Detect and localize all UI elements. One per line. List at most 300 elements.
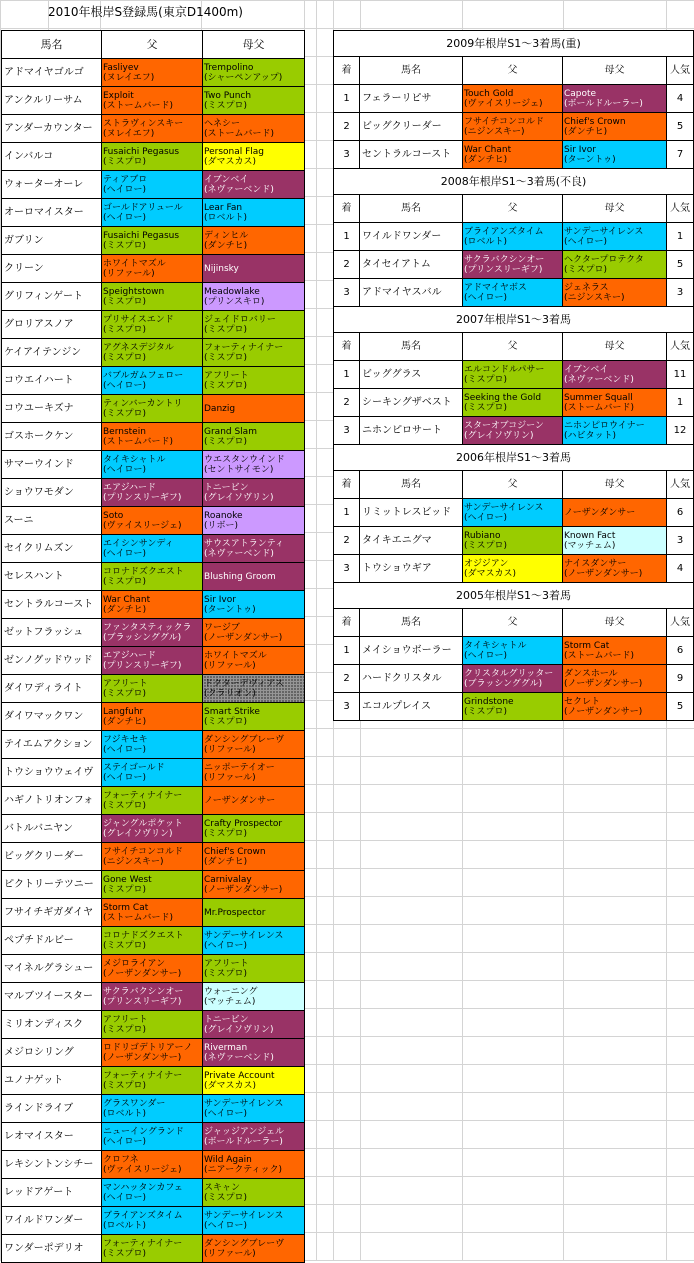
- dam-sire-cell: [203, 255, 305, 283]
- table-row: [334, 251, 694, 279]
- sire-line: (ノーザンダンサー): [103, 1052, 182, 1063]
- dam-sire-cell: [203, 647, 305, 675]
- dam-sire-name: フォーティナイナー: [204, 342, 284, 353]
- sire-name: Fusaichi Pegasus: [103, 230, 180, 241]
- sire-cell: [102, 871, 203, 899]
- dam-sire-cell: [203, 227, 305, 255]
- sire-line: (ヘイロー): [103, 184, 147, 195]
- dam-sire-name: Capote: [564, 88, 597, 99]
- sire-cell: [102, 899, 203, 927]
- sire-line: (ヘイロー): [103, 744, 147, 755]
- dam-sire-line: (セントサイモン): [204, 464, 274, 475]
- header-dam-sire: 母父: [563, 333, 667, 361]
- dam-sire-cell: [563, 223, 667, 251]
- past-results-table: [333, 30, 694, 721]
- table-row: [2, 815, 305, 843]
- dam-sire-line: (マッチェム): [204, 996, 256, 1007]
- sire-cell: [102, 955, 203, 983]
- horse-name: サマーウインド: [2, 451, 102, 479]
- sire-line: (ミスプロ): [103, 156, 147, 167]
- table-row: [334, 637, 694, 665]
- dam-sire-name: ホワイトマズル: [204, 650, 267, 661]
- dam-sire-cell: [203, 1123, 305, 1151]
- horse-name: マイネルグラシュー: [2, 955, 102, 983]
- horse-name: ユノナゲット: [2, 1067, 102, 1095]
- table-row: [2, 983, 305, 1011]
- popularity: 1: [667, 389, 694, 417]
- horse-name: ゼットフラッシュ: [2, 619, 102, 647]
- sire-name: タイキシャトル: [464, 640, 527, 651]
- dam-sire-name: Carnivalay: [204, 874, 252, 885]
- dam-sire-name: ヘクタープロテクタ: [564, 254, 644, 265]
- sire-name: フサイチコンコルド: [103, 846, 184, 857]
- sire-name: Seeking the Gold: [464, 392, 542, 403]
- sire-cell: [463, 141, 563, 169]
- sire-line: (プリンスリーギフ): [464, 264, 543, 275]
- dam-sire-cell: [563, 251, 667, 279]
- sire-cell: [102, 479, 203, 507]
- dam-sire-name: ジャッジアンジェル: [204, 1126, 285, 1137]
- dam-sire-cell: [203, 283, 305, 311]
- header-sire: 父: [102, 31, 203, 59]
- sire-name: Exploit: [103, 90, 134, 101]
- dam-sire-name: ドクターデヴィアス: [204, 678, 284, 689]
- horse-name: グリフィンゲート: [2, 283, 102, 311]
- dam-sire-line: (ノーザンダンサー): [564, 678, 643, 689]
- sire-cell: [102, 311, 203, 339]
- finish-rank: 2: [334, 665, 360, 693]
- dam-sire-cell: [563, 141, 667, 169]
- horse-name: ハギノトリオンフォ: [2, 787, 102, 815]
- table-row: [2, 927, 305, 955]
- dam-sire-line: (ヘイロー): [564, 236, 608, 247]
- horse-name: ニホンピロサート: [360, 417, 463, 445]
- sire-cell: [102, 367, 203, 395]
- sire-cell: [102, 227, 203, 255]
- horse-name: ビッグクリーダー: [360, 113, 463, 141]
- sire-cell: [463, 665, 563, 693]
- sire-line: (ヴァイスリージェ): [103, 1164, 182, 1175]
- sire-line: (ニジンスキー): [103, 856, 164, 867]
- dam-sire-line: (ストームバード): [204, 128, 275, 139]
- popularity: 6: [667, 499, 694, 527]
- dam-sire-line: (リボー): [204, 520, 239, 531]
- dam-sire-line: (ネヴァーベンド): [204, 1052, 274, 1063]
- dam-sire-line: (ノーザンダンサー): [204, 884, 283, 895]
- sire-name: バブルガムフェロー: [103, 370, 184, 381]
- popularity: 11: [667, 361, 694, 389]
- sire-name: エイシンサンディ: [103, 538, 174, 549]
- table-row: [334, 85, 694, 113]
- sire-name: Soto: [103, 510, 124, 521]
- sire-line: (ミスプロ): [464, 402, 508, 413]
- header-name: 馬名: [360, 195, 463, 223]
- table-row: [2, 115, 305, 143]
- horse-name: ウォーターオーレ: [2, 171, 102, 199]
- table-row: [334, 499, 694, 527]
- sire-line: (ミスプロ): [103, 1080, 147, 1091]
- dam-sire-name: Roanoke: [204, 510, 243, 521]
- table-row: [334, 693, 694, 721]
- year-heading-row: [334, 31, 694, 57]
- dam-sire-cell: [203, 339, 305, 367]
- dam-sire-cell: [203, 1095, 305, 1123]
- sire-name: オジジアン: [464, 558, 509, 569]
- dam-sire-line: (ニアークティック): [204, 1164, 283, 1175]
- header-sire: 父: [463, 195, 563, 223]
- dam-sire-cell: [203, 1207, 305, 1235]
- dam-sire-cell: [203, 983, 305, 1011]
- dam-sire-name: セクレト: [564, 696, 601, 707]
- header-popularity: 人気: [667, 57, 694, 85]
- sire-line: (ヘイロー): [103, 772, 147, 783]
- dam-sire-cell: [563, 555, 667, 583]
- dam-sire-name: Grand Slam: [204, 426, 257, 437]
- dam-sire-cell: [563, 527, 667, 555]
- sire-line: (ロベルト): [103, 1220, 147, 1231]
- sire-cell: [463, 499, 563, 527]
- table-row: [334, 417, 694, 445]
- sire-name: Fasliyev: [103, 62, 139, 73]
- dam-sire-line: (ネヴァーベンド): [204, 184, 274, 195]
- dam-sire-cell: [203, 1151, 305, 1179]
- results-header-row: [334, 57, 694, 85]
- sire-name: フサイチコンコルド: [464, 116, 545, 127]
- dam-sire-name: スキャン: [204, 1182, 241, 1193]
- table-row: [334, 141, 694, 169]
- sire-cell: [463, 555, 563, 583]
- sire-name: ステイゴールド: [103, 762, 165, 773]
- sire-cell: [463, 279, 563, 307]
- dam-sire-name: Nijinsky: [204, 263, 239, 274]
- finish-rank: 1: [334, 361, 360, 389]
- horse-name: オーロマイスター: [2, 199, 102, 227]
- sire-cell: [102, 1095, 203, 1123]
- sire-name: プリサイスエンド: [103, 314, 174, 325]
- table-row: [2, 1123, 305, 1151]
- dam-sire-line: (ノーザンダンサー): [204, 632, 283, 643]
- sire-name: コロナドズクエスト: [103, 930, 184, 941]
- table-row: [2, 731, 305, 759]
- finish-rank: 2: [334, 113, 360, 141]
- table-row: [2, 899, 305, 927]
- dam-sire-name: Storm Cat: [564, 640, 610, 651]
- horse-name: ゼンノグッドウッド: [2, 647, 102, 675]
- dam-sire-name: アフリート: [204, 370, 249, 381]
- header-name: 馬名: [2, 31, 102, 59]
- dam-sire-name: アフリート: [204, 958, 249, 969]
- dam-sire-cell: [203, 423, 305, 451]
- horse-name: マルブツイースター: [2, 983, 102, 1011]
- dam-sire-cell: [563, 279, 667, 307]
- dam-sire-name: Sir Ivor: [204, 594, 236, 605]
- table-row: [2, 311, 305, 339]
- sire-cell: [102, 1179, 203, 1207]
- horse-name: グロリアスノア: [2, 311, 102, 339]
- table-row: [2, 787, 305, 815]
- dam-sire-line: (ヘイロー): [204, 1220, 248, 1231]
- table-row: [334, 665, 694, 693]
- sire-line: (ヘイロー): [103, 548, 147, 559]
- dam-sire-cell: [203, 1039, 305, 1067]
- sire-name: アフリート: [103, 1014, 148, 1025]
- horse-name: スーニ: [2, 507, 102, 535]
- sire-cell: [102, 199, 203, 227]
- sire-cell: [463, 223, 563, 251]
- dam-sire-line: (ミスプロ): [204, 100, 248, 111]
- finish-rank: 1: [334, 223, 360, 251]
- sire-cell: [102, 115, 203, 143]
- sire-line: (プリンスリーギフ): [103, 492, 182, 503]
- dam-sire-name: Smart Strike: [204, 706, 260, 717]
- sire-line: (ヘイロー): [464, 512, 508, 523]
- dam-sire-name: サンデーサイレンス: [204, 930, 284, 941]
- sire-name: サンデーサイレンス: [464, 502, 544, 513]
- table-row: [2, 1039, 305, 1067]
- sire-name: ホワイトマズル: [103, 258, 166, 269]
- horse-name: ワンダーポデリオ: [2, 1235, 102, 1263]
- sire-cell: [463, 113, 563, 141]
- dam-sire-cell: [203, 1235, 305, 1263]
- year-heading-row: [334, 445, 694, 471]
- dam-sire-line: (ダンチヒ): [204, 856, 248, 867]
- sire-line: (ストームバード): [103, 912, 174, 923]
- header-rank: 着: [334, 333, 360, 361]
- sire-name: アグネスデジタル: [103, 342, 174, 353]
- dam-sire-name: ダンシングブレーヴ: [204, 1238, 285, 1249]
- sire-cell: [102, 451, 203, 479]
- table-row: [2, 143, 305, 171]
- year-heading-row: [334, 583, 694, 609]
- sire-name: クロフネ: [103, 1154, 139, 1165]
- popularity: 1: [667, 223, 694, 251]
- dam-sire-line: (シャーペンアップ): [204, 72, 283, 83]
- finish-rank: 2: [334, 527, 360, 555]
- horse-name: バトルバニヤン: [2, 815, 102, 843]
- sire-name: ロドリゴデトリアーノ: [103, 1042, 193, 1053]
- horse-name: ダイワマックワン: [2, 703, 102, 731]
- horse-name: セントラルコースト: [360, 141, 463, 169]
- sire-cell: [102, 59, 203, 87]
- sire-line: (ロベルト): [464, 236, 508, 247]
- dam-sire-line: (ボールドルーラー): [204, 1136, 283, 1147]
- dam-sire-cell: [563, 417, 667, 445]
- sire-line: (グレイソヴリン): [103, 828, 173, 839]
- sire-line: (ミスプロ): [103, 324, 147, 335]
- sire-cell: [102, 507, 203, 535]
- table-row: [2, 1179, 305, 1207]
- horse-name: インバルコ: [2, 143, 102, 171]
- sire-cell: [463, 85, 563, 113]
- results-header-row: [334, 333, 694, 361]
- sire-cell: [102, 255, 203, 283]
- dam-sire-cell: [203, 535, 305, 563]
- table-row: [2, 871, 305, 899]
- sire-name: サクラバクシンオー: [464, 254, 545, 265]
- dam-sire-cell: [203, 563, 305, 591]
- dam-sire-name: ジェネラス: [564, 282, 609, 293]
- horse-name: ワイルドワンダー: [2, 1207, 102, 1235]
- sire-name: スターオブコジーン: [464, 420, 544, 431]
- horse-name: レキシントンシチー: [2, 1151, 102, 1179]
- dam-sire-line: (リファール): [204, 744, 256, 755]
- table-row: [2, 563, 305, 591]
- sire-name: マンハッタンカフェ: [103, 1182, 183, 1193]
- header-popularity: 人気: [667, 333, 694, 361]
- sire-line: (ヴァイスリージェ): [464, 98, 543, 109]
- finish-rank: 1: [334, 637, 360, 665]
- sire-line: (ダマスカス): [464, 568, 517, 579]
- header-rank: 着: [334, 471, 360, 499]
- dam-sire-name: サンデーサイレンス: [204, 1210, 284, 1221]
- sire-name: Gone West: [103, 874, 152, 885]
- popularity: 9: [667, 665, 694, 693]
- sire-line: (プリンスリーギフ): [103, 660, 182, 671]
- sire-line: (ミスプロ): [103, 576, 147, 587]
- horse-name: アドマイヤスバル: [360, 279, 463, 307]
- table-row: [2, 423, 305, 451]
- sire-name: Storm Cat: [103, 902, 149, 913]
- table-row: [334, 223, 694, 251]
- horse-name: ワイルドワンダー: [360, 223, 463, 251]
- sire-cell: [102, 647, 203, 675]
- dam-sire-name: Blushing Groom: [204, 571, 276, 582]
- sire-line: (ミスプロ): [464, 540, 508, 551]
- table-row: [2, 619, 305, 647]
- sire-cell: [102, 675, 203, 703]
- dam-sire-name: トニービン: [204, 482, 249, 493]
- table-row: [2, 759, 305, 787]
- table-row: [2, 171, 305, 199]
- dam-sire-name: サンデーサイレンス: [204, 1098, 284, 1109]
- horse-name: シーキングザベスト: [360, 389, 463, 417]
- horse-name: セントラルコースト: [2, 591, 102, 619]
- table-row: [2, 1235, 305, 1263]
- dam-sire-line: (ダンチヒ): [204, 240, 248, 251]
- dam-sire-name: ウォーニング: [204, 986, 258, 997]
- sire-name: コロナドズクエスト: [103, 566, 184, 577]
- popularity: 5: [667, 693, 694, 721]
- popularity: 5: [667, 251, 694, 279]
- horse-name: ゴスホークケン: [2, 423, 102, 451]
- finish-rank: 3: [334, 555, 360, 583]
- table-row: [334, 389, 694, 417]
- header-rank: 着: [334, 195, 360, 223]
- dam-sire-name: Crafty Prospector: [204, 818, 283, 829]
- dam-sire-cell: [203, 871, 305, 899]
- horse-name: クリーン: [2, 255, 102, 283]
- sire-name: エアジハード: [103, 482, 157, 493]
- sire-name: タイキシャトル: [103, 454, 166, 465]
- sire-name: ジャングルポケット: [103, 818, 183, 829]
- dam-sire-name: イブンベイ: [564, 364, 609, 375]
- dam-sire-name: トニービン: [204, 1014, 249, 1025]
- horse-name: ガブリン: [2, 227, 102, 255]
- horse-name: フェラーリピサ: [360, 85, 463, 113]
- horse-name: ペプチドルビー: [2, 927, 102, 955]
- horse-name: ダイワディライト: [2, 675, 102, 703]
- table-row: [2, 1011, 305, 1039]
- table-row: [2, 339, 305, 367]
- dam-sire-cell: [563, 113, 667, 141]
- horse-name: トウショウギア: [360, 555, 463, 583]
- dam-sire-cell: [563, 85, 667, 113]
- sire-name: Rubiano: [464, 530, 501, 541]
- sire-line: (ダンチヒ): [464, 154, 508, 165]
- dam-sire-cell: [203, 199, 305, 227]
- sire-line: (ストームバード): [103, 436, 174, 447]
- popularity: 4: [667, 555, 694, 583]
- sire-line: (グレイソヴリン): [464, 430, 534, 441]
- finish-rank: 2: [334, 251, 360, 279]
- dam-sire-name: Mr.Prospector: [204, 907, 266, 918]
- dam-sire-line: (ミスプロ): [564, 264, 608, 275]
- header-rank: 着: [334, 609, 360, 637]
- dam-sire-name: ニホンピロウイナー: [564, 420, 645, 431]
- table-row: [2, 1095, 305, 1123]
- results-header-row: [334, 471, 694, 499]
- sire-name: ブライアンズタイム: [464, 226, 544, 237]
- sire-cell: [102, 1235, 203, 1263]
- dam-sire-line: (ネヴァーベンド): [204, 548, 274, 559]
- table-row: [2, 199, 305, 227]
- sire-cell: [102, 1207, 203, 1235]
- sire-line: (ミスプロ): [464, 706, 508, 717]
- dam-sire-cell: [203, 703, 305, 731]
- table-row: [2, 367, 305, 395]
- dam-sire-line: (ノーザンダンサー): [564, 568, 643, 579]
- horse-name: セイクリムズン: [2, 535, 102, 563]
- sire-line: (ミスプロ): [103, 296, 147, 307]
- sire-cell: [102, 1067, 203, 1095]
- sire-cell: [463, 389, 563, 417]
- sire-name: ファンタスティックラ: [103, 622, 192, 633]
- dam-sire-cell: [203, 451, 305, 479]
- dam-sire-name: Personal Flag: [204, 146, 265, 157]
- sire-cell: [102, 843, 203, 871]
- sire-cell: [463, 417, 563, 445]
- dam-sire-line: (ミスプロ): [204, 968, 248, 979]
- sire-name: フジキセキ: [103, 734, 148, 745]
- horse-name: テイエムアクション: [2, 731, 102, 759]
- dam-sire-line: (ニジンスキー): [564, 292, 625, 303]
- dam-sire-line: (ハビタット): [564, 430, 617, 441]
- popularity: 7: [667, 141, 694, 169]
- dam-sire-name: Chief's Crown: [564, 116, 626, 127]
- dam-sire-cell: [563, 389, 667, 417]
- dam-sire-line: (ターントゥ): [204, 604, 256, 615]
- table-row: [334, 555, 694, 583]
- table-row: [334, 361, 694, 389]
- header-popularity: 人気: [667, 609, 694, 637]
- header-dam-sire: 母父: [563, 471, 667, 499]
- sire-line: (ストームバード): [103, 100, 174, 111]
- table-row: [2, 451, 305, 479]
- dam-sire-name: ニッポーテイオー: [204, 762, 275, 773]
- dam-sire-cell: [203, 927, 305, 955]
- table-row: [334, 527, 694, 555]
- dam-sire-line: (プリンスキロ): [204, 296, 265, 307]
- dam-sire-name: Wild Again: [204, 1154, 252, 1165]
- sire-line: (ニジンスキー): [464, 126, 525, 137]
- sire-name: ストラヴィンスキー: [103, 118, 184, 129]
- dam-sire-line: (リファール): [204, 772, 256, 783]
- horse-name: レッドアゲート: [2, 1179, 102, 1207]
- sire-line: (ミスプロ): [103, 240, 147, 251]
- header-name: 馬名: [360, 471, 463, 499]
- dam-sire-name: Known Fact: [564, 530, 616, 541]
- dam-sire-name: ジェイドロバリー: [204, 314, 276, 325]
